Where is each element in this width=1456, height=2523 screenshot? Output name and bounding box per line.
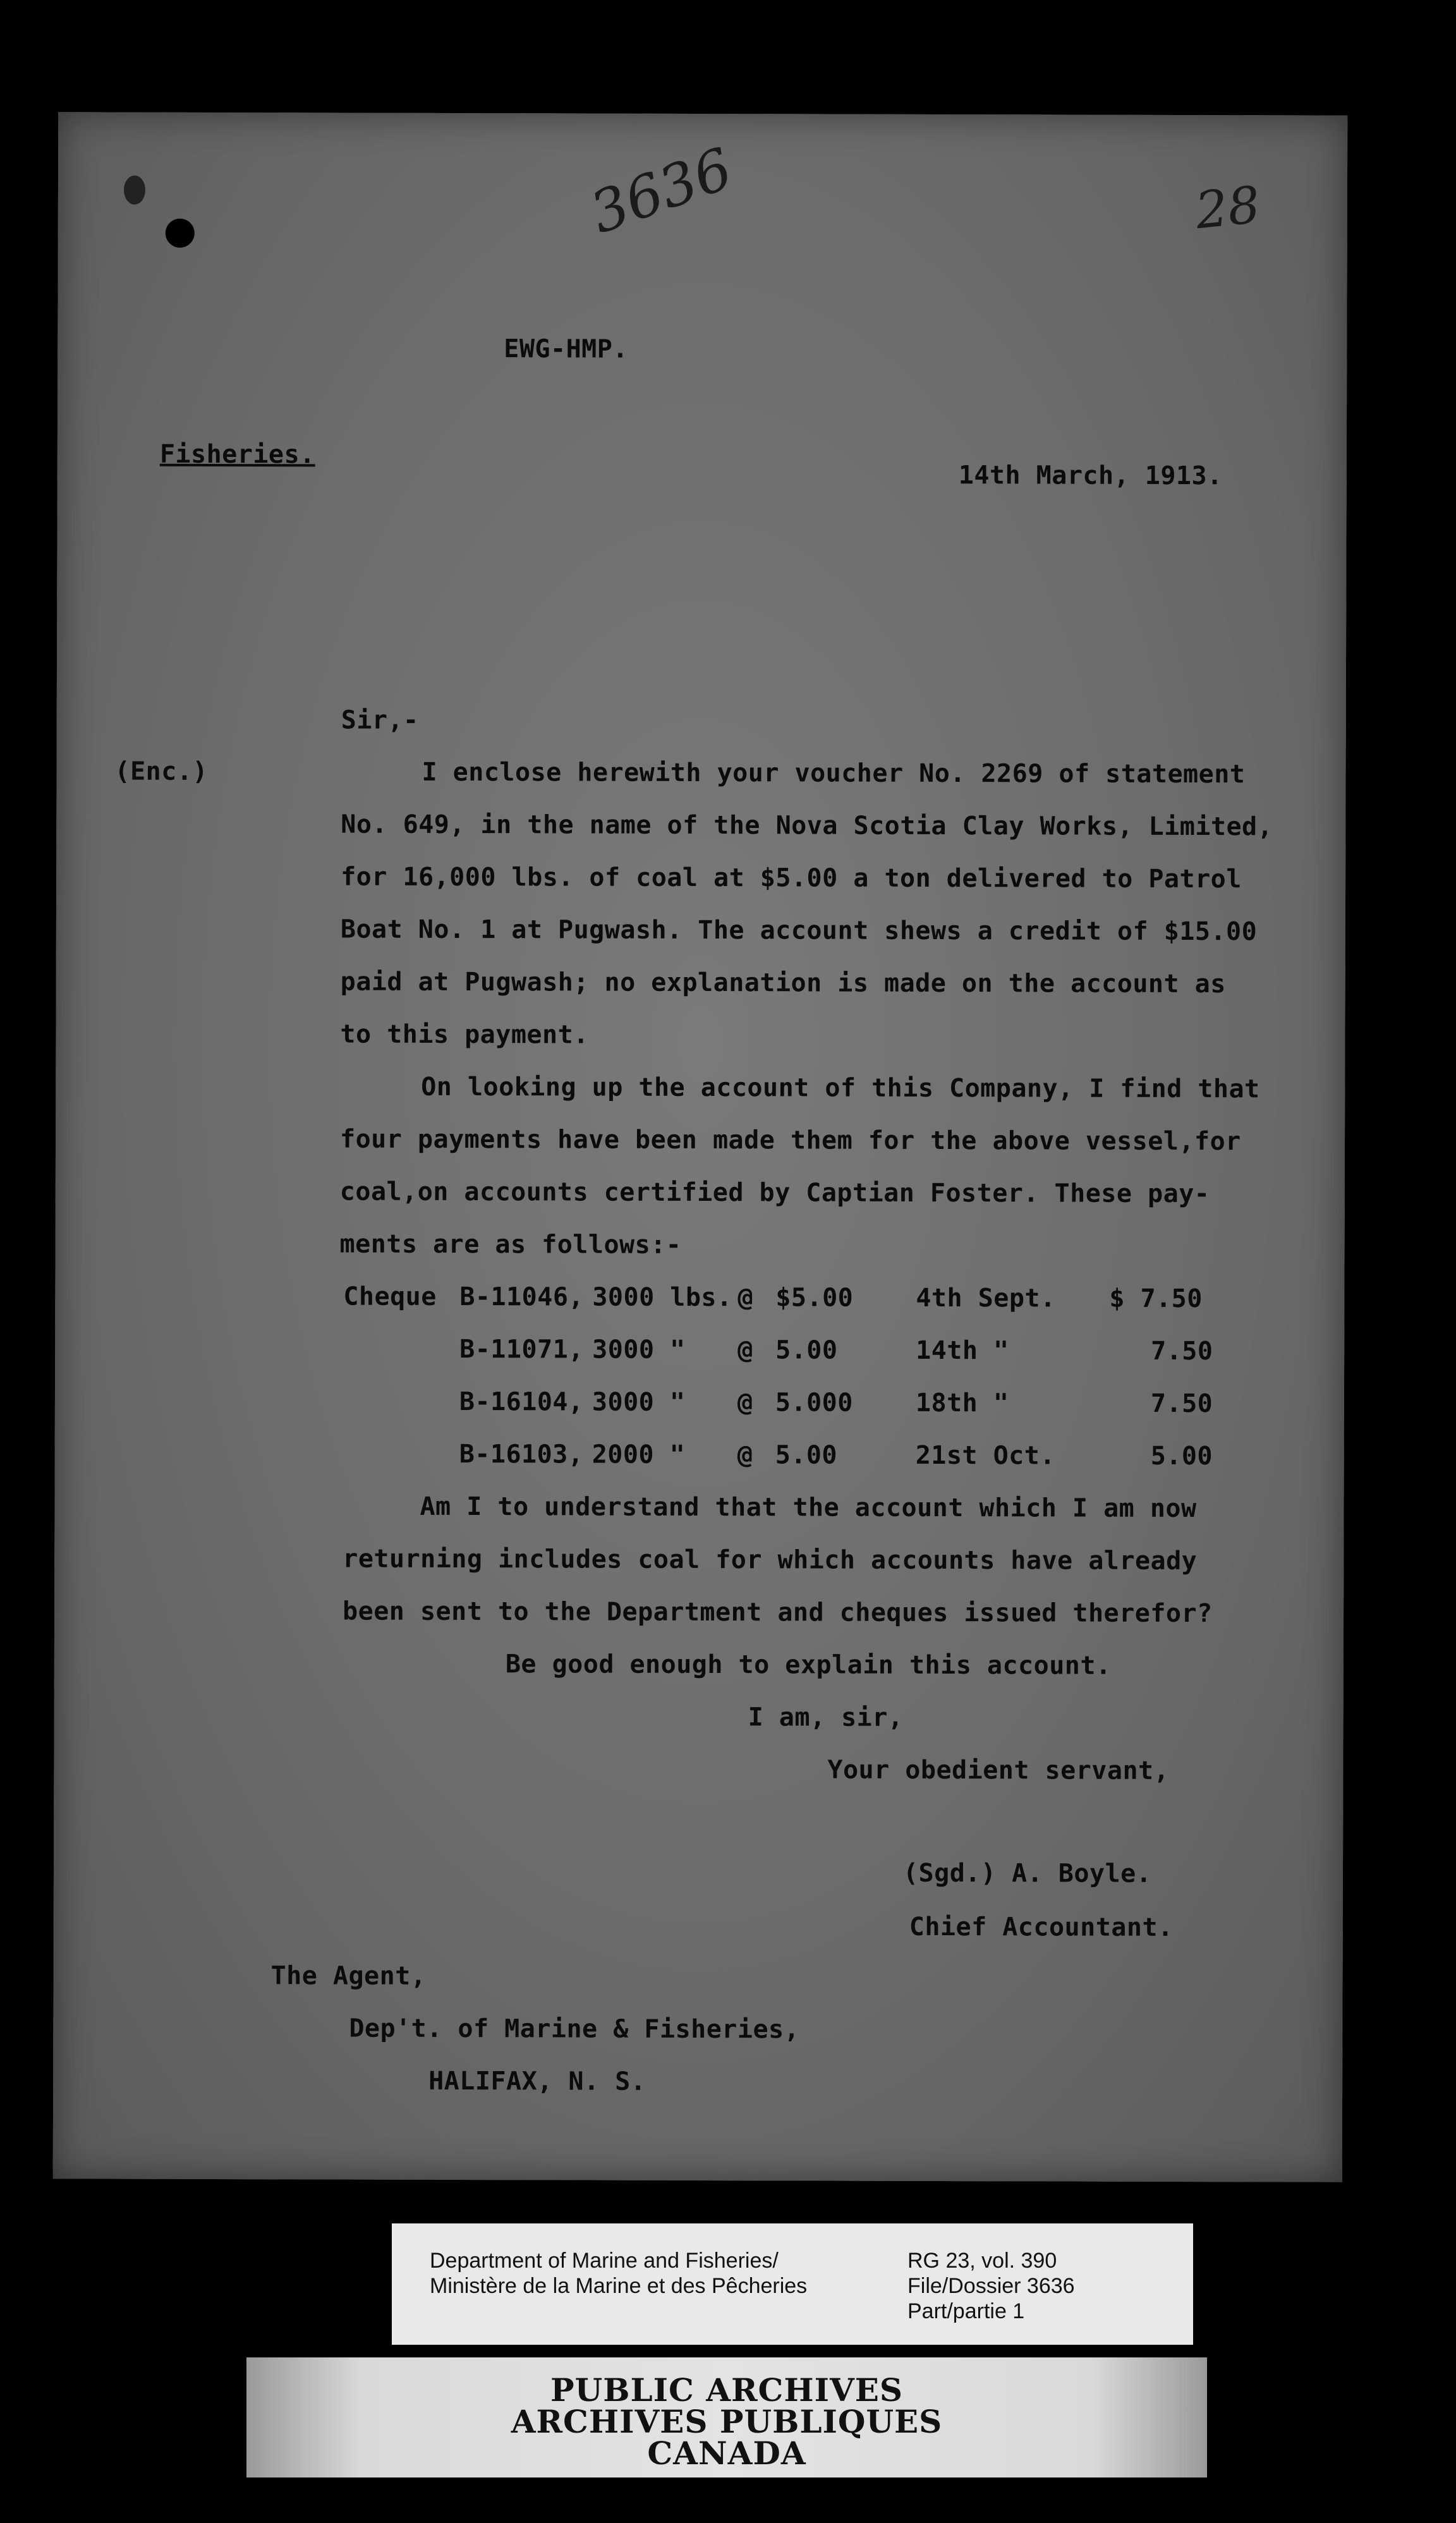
closing-line: returning includes coal for which accounts have already <box>343 1544 1198 1576</box>
archives-line-french: ARCHIVES PUBLIQUES <box>511 2403 943 2440</box>
body-line: for 16,000 lbs. of coal at $5.00 a ton delivered to Patrol <box>341 862 1242 894</box>
body-line: to this payment. <box>340 1019 589 1050</box>
punch-hole-top <box>124 176 145 205</box>
payment-quantity: 3000 " <box>592 1387 686 1417</box>
letter-page <box>53 112 1348 2182</box>
payment-at: @ <box>737 1335 753 1365</box>
payment-date: 18th " <box>915 1388 1009 1418</box>
body-line: paid at Pugwash; no explanation is made on the account as <box>340 967 1226 999</box>
recipient-line: HALIFAX, N. S. <box>428 2066 646 2096</box>
payment-date: 14th " <box>916 1335 1009 1366</box>
salutation: Sir,- <box>341 705 419 735</box>
payment-amount: 5.00 <box>1150 1441 1213 1471</box>
complimentary-close-2: Your obedient servant, <box>827 1755 1170 1785</box>
department-french: Ministère de la Marine et des Pêcheries <box>430 2274 808 2298</box>
file-dossier: File/Dossier 3636 <box>907 2274 1075 2298</box>
cheque-number: B-16103, <box>459 1440 584 1469</box>
cheque-number: B-11071, <box>459 1335 584 1365</box>
archives-line-english: PUBLIC ARCHIVES <box>550 2371 903 2409</box>
payment-amount: $ 7.50 <box>1109 1284 1203 1314</box>
body-line: On looking up the account of this Company, I find that <box>421 1072 1260 1104</box>
closing-line: been sent to the Department and cheques issued therefor? <box>343 1596 1213 1629</box>
payment-amount: 7.50 <box>1150 1389 1213 1419</box>
body-line: Boat No. 1 at Pugwash. The account shews a credit of $15.00 <box>340 915 1258 947</box>
department-english: Department of Marine and Fisheries/ <box>430 2249 779 2273</box>
payment-rate: 5.000 <box>775 1388 853 1418</box>
closing-line: Be good enough to explain this account. <box>505 1650 1112 1681</box>
body-line: four payments have been made them for the above vessel,for <box>339 1124 1241 1157</box>
body-line: No. 649, in the name of the Nova Scotia Clay Works, Limited, <box>341 810 1273 842</box>
body-line: ments are as follows:- <box>339 1229 682 1260</box>
cheque-number: B-16104, <box>459 1387 584 1417</box>
part-partie: Part/partie 1 <box>907 2299 1025 2323</box>
record-group: RG 23, vol. 390 <box>907 2249 1057 2273</box>
punch-hole <box>166 219 195 248</box>
recipient-line: The Agent, <box>270 1961 427 1991</box>
reference-code: EWG-HMP. <box>504 334 629 364</box>
body-line: coal,on accounts certified by Captian Foster. These pay- <box>339 1177 1210 1209</box>
payment-quantity: 2000 " <box>592 1440 686 1469</box>
payment-at: @ <box>737 1388 753 1418</box>
payment-at: @ <box>737 1440 753 1470</box>
payment-rate: 5.00 <box>775 1335 838 1365</box>
archives-line-country: CANADA <box>647 2435 806 2472</box>
cheque-number: B-11046, <box>459 1282 585 1312</box>
payment-quantity: 3000 " <box>592 1335 686 1365</box>
closing-line: Am I to understand that the account which I am now <box>420 1492 1197 1524</box>
archives-stamp <box>246 2357 1207 2477</box>
payment-date: 21st Oct. <box>915 1440 1056 1471</box>
handwritten-page-mark: 28 <box>1192 175 1263 241</box>
cheque-prefix: Cheque <box>343 1282 437 1311</box>
letter-date: 14th March, 1913. <box>958 461 1223 491</box>
handwritten-file-number: 3636 <box>581 135 741 247</box>
enclosure-note: (Enc.) <box>114 757 209 786</box>
body-line: I enclose herewith your voucher No. 2269 of statement <box>422 757 1246 789</box>
payment-rate: $5.00 <box>775 1283 854 1313</box>
signer-title: Chief Accountant. <box>909 1912 1174 1942</box>
payment-at: @ <box>737 1283 754 1313</box>
archive-label <box>392 2223 1193 2345</box>
recipient-line: Dep't. of Marine & Fisheries, <box>349 2014 800 2045</box>
complimentary-close: I am, sir, <box>748 1703 904 1732</box>
department-heading: Fisheries. <box>159 439 315 470</box>
payment-rate: 5.00 <box>775 1440 838 1470</box>
payment-quantity: 3000 lbs. <box>592 1282 732 1313</box>
payment-amount: 7.50 <box>1151 1336 1213 1366</box>
signature: (Sgd.) A. Boyle. <box>902 1858 1152 1888</box>
payment-date: 4th Sept. <box>916 1283 1056 1313</box>
